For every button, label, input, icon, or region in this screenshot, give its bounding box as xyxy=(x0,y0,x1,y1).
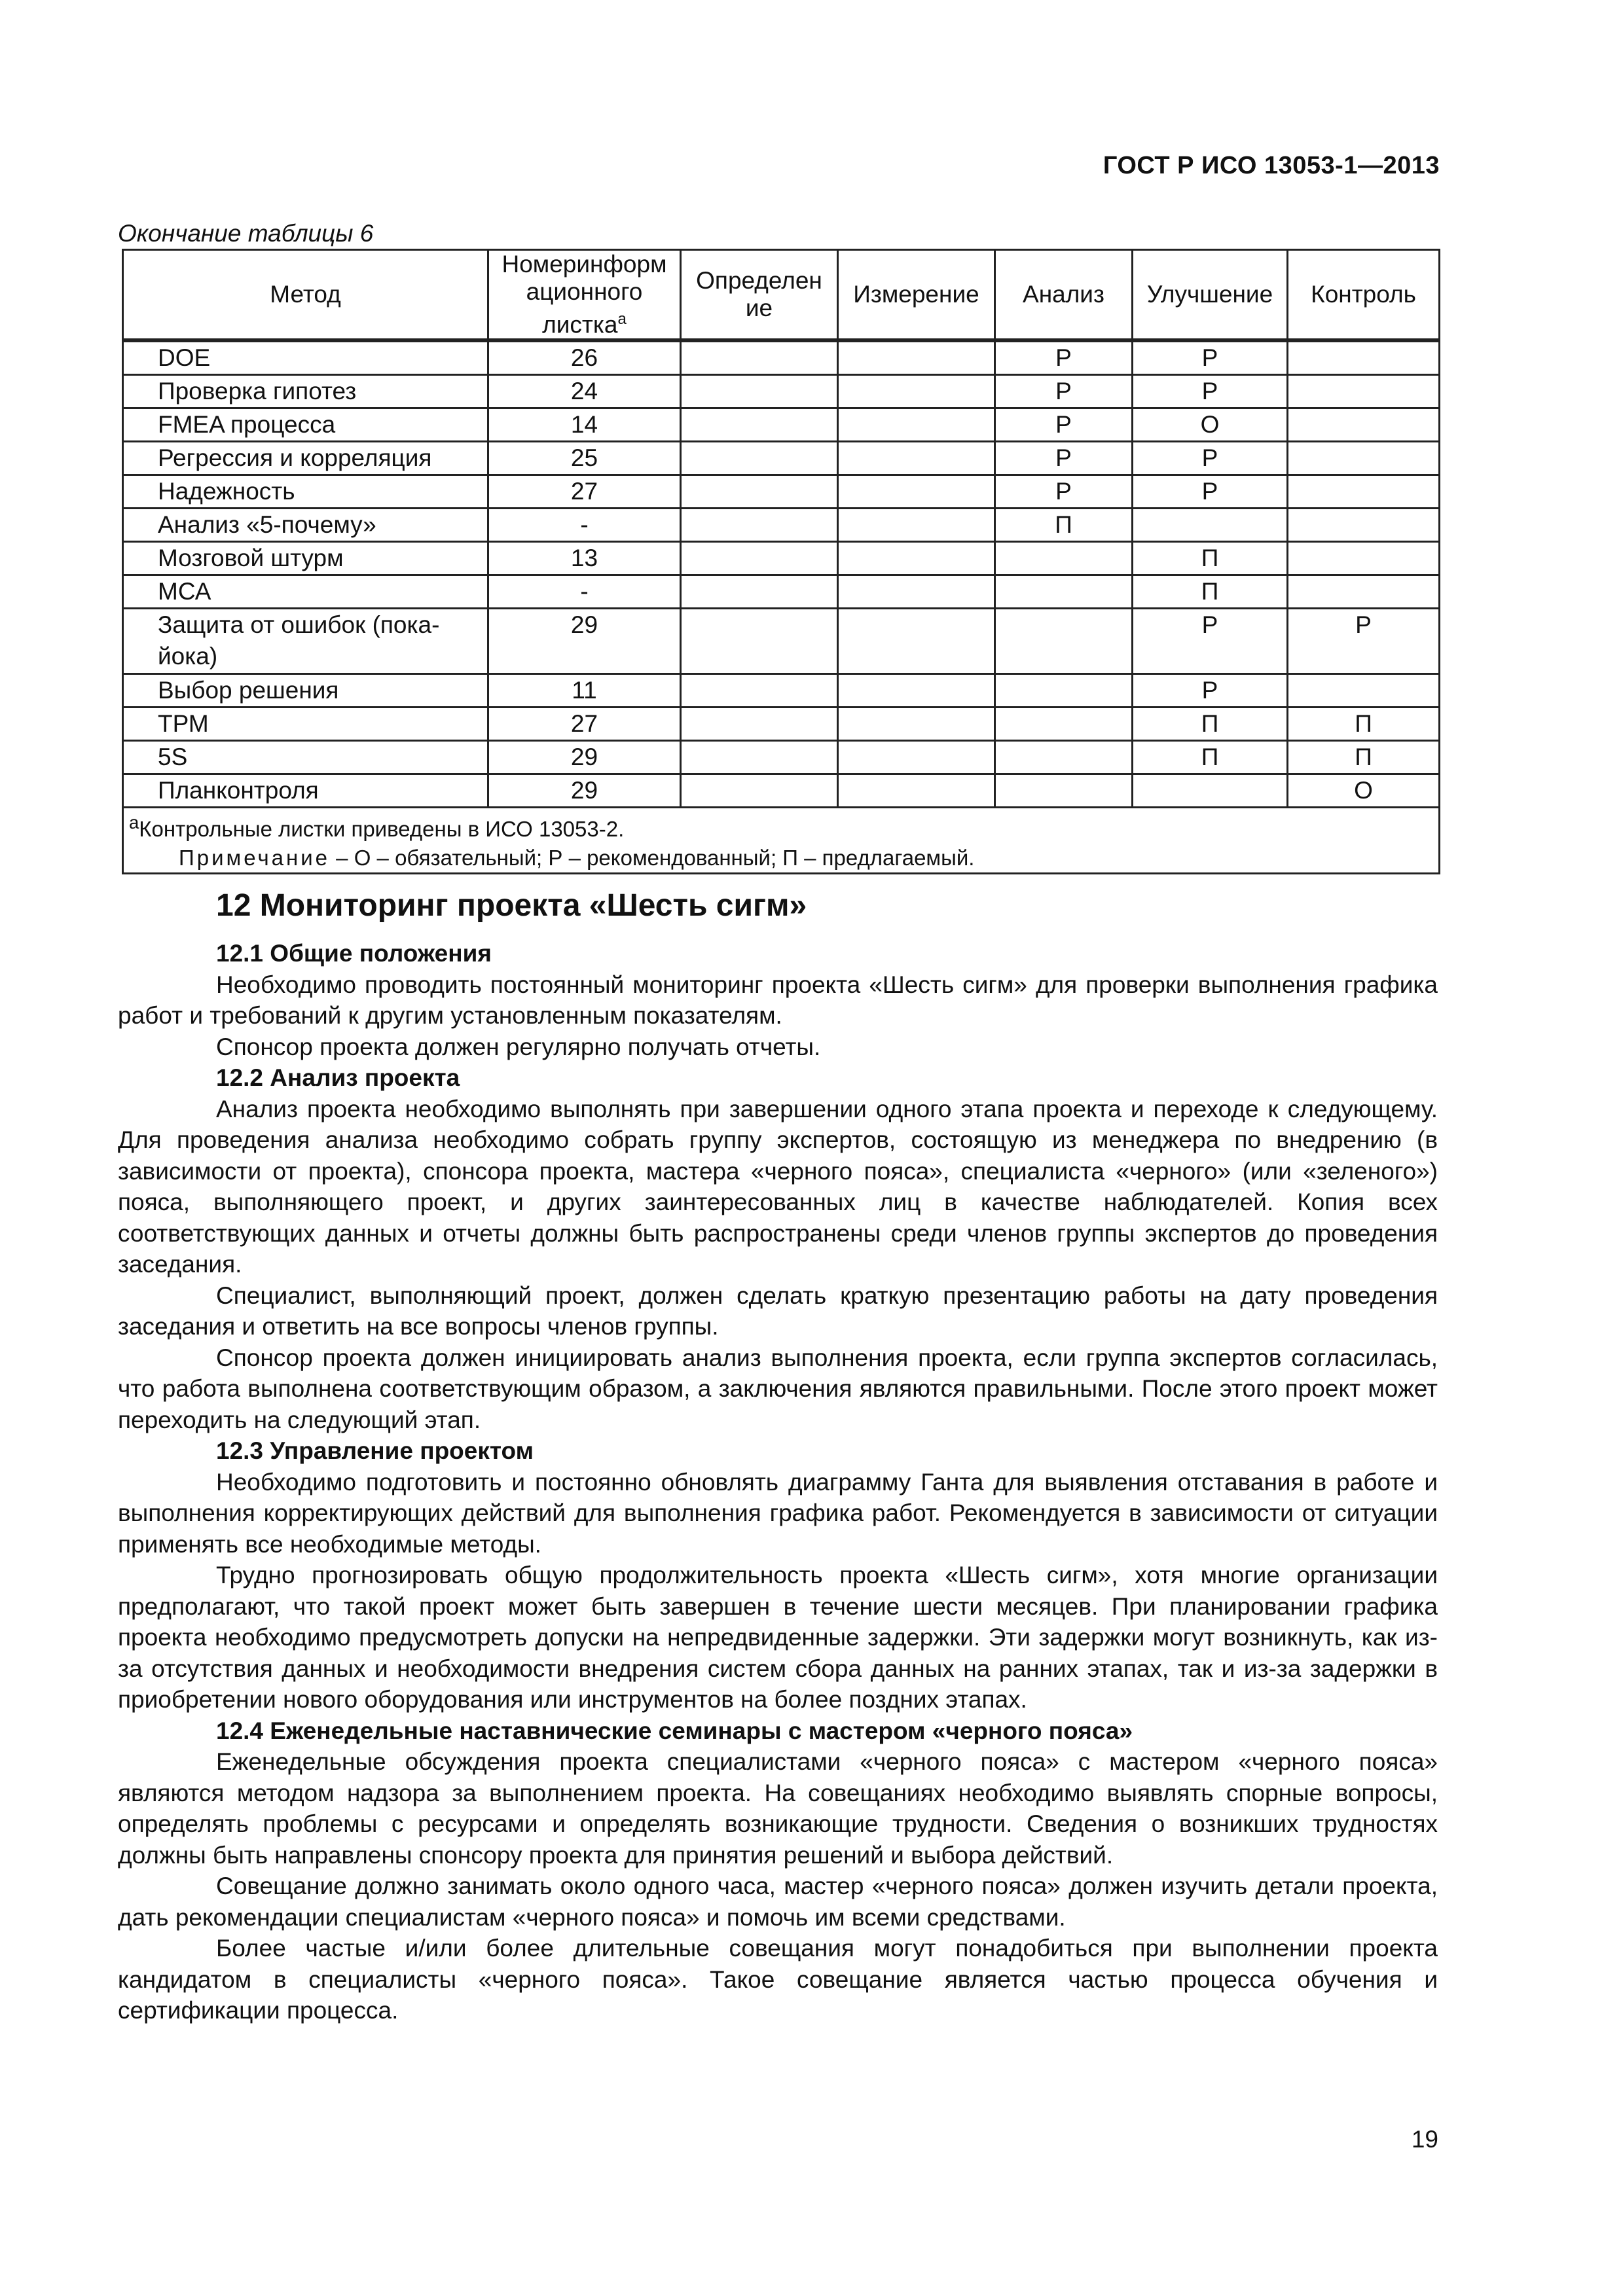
cell-analyze: Р xyxy=(995,340,1133,375)
cell-number: - xyxy=(488,575,681,609)
cell-improve: Р xyxy=(1133,442,1288,475)
cell-number: 25 xyxy=(488,442,681,475)
cell-improve: Р xyxy=(1133,475,1288,509)
subsection-title-12-3: 12.3 Управление проектом xyxy=(216,1437,534,1464)
cell-number: - xyxy=(488,509,681,542)
table-row xyxy=(123,375,1440,408)
cell-improve: Р xyxy=(1133,674,1288,708)
cell-method: МСА xyxy=(123,575,488,609)
table-row xyxy=(123,741,1440,774)
cell-improve: Р xyxy=(1133,609,1288,674)
table-row xyxy=(123,609,1440,674)
cell-method: FMEA процесса xyxy=(123,408,488,442)
cell-control: О xyxy=(1288,774,1440,808)
table-row xyxy=(123,475,1440,509)
cell-define xyxy=(681,408,838,442)
cell-control xyxy=(1288,575,1440,609)
table-footnote-row xyxy=(123,808,1440,874)
cell-define xyxy=(681,774,838,808)
paragraph: Спонсор проекта должен регулярно получать отчеты. xyxy=(216,1033,821,1060)
cell-analyze xyxy=(995,708,1133,741)
cell-method: Мозговой штурм xyxy=(123,542,488,575)
subsection-title-12-4: 12.4 Еженедельные наставнические семинары с мастером «черного пояса» xyxy=(216,1717,1133,1744)
cell-number: 26 xyxy=(488,340,681,375)
cell-measure xyxy=(838,340,995,375)
cell-control xyxy=(1288,674,1440,708)
paragraph: Более частые и/или более длительные совещания могут понадобиться при выполнении проекта кандидатом в специалисты «черного пояса». Такое совещание является частью процесса обучения и сертификации процесса. xyxy=(118,1935,1438,2024)
paragraph: Спонсор проекта должен инициировать анализ выполнения проекта, если группа экспертов согласилась, что работа выполнена соответствующим образом, а заключения являются правильными. После этого проект может переходить на следующий этап. xyxy=(118,1344,1438,1433)
cell-measure xyxy=(838,609,995,674)
cell-control xyxy=(1288,475,1440,509)
cell-analyze: Р xyxy=(995,442,1133,475)
cell-method: Регрессия и корреляция xyxy=(123,442,488,475)
cell-analyze xyxy=(995,741,1133,774)
cell-define xyxy=(681,609,838,674)
cell-analyze: Р xyxy=(995,475,1133,509)
header-measure: Измерение xyxy=(838,250,995,341)
cell-method: Анализ «5-почему» xyxy=(123,509,488,542)
cell-measure xyxy=(838,575,995,609)
note-line: Примечание – О – обязательный; Р – рекомендованный; П – предлагаемый. xyxy=(179,846,975,870)
cell-control: Р xyxy=(1288,609,1440,674)
table-row xyxy=(123,509,1440,542)
cell-analyze: Р xyxy=(995,408,1133,442)
paragraph: Необходимо подготовить и постоянно обновлять диаграмму Ганта для выявления отставания в работе и выполнения корректирующих действий для выполнения графика работ. Рекомендуется в зависимости от ситуации применять все необходимые методы. xyxy=(118,1468,1438,1558)
header-control: Контроль xyxy=(1288,250,1440,341)
cell-improve: П xyxy=(1133,575,1288,609)
standard-header: ГОСТ Р ИСО 13053-1—2013 xyxy=(1103,152,1440,179)
header-analyze: Анализ xyxy=(995,250,1133,341)
table-caption: Окончание таблицы 6 xyxy=(118,220,374,247)
cell-analyze xyxy=(995,774,1133,808)
cell-analyze xyxy=(995,609,1133,674)
cell-define xyxy=(681,340,838,375)
table-footnote xyxy=(123,808,1440,874)
methods-table-wrapper xyxy=(122,249,1438,874)
cell-method: Надежность xyxy=(123,475,488,509)
cell-control: П xyxy=(1288,708,1440,741)
cell-measure xyxy=(838,741,995,774)
table-row xyxy=(123,575,1440,609)
cell-control xyxy=(1288,408,1440,442)
cell-number: 11 xyxy=(488,674,681,708)
cell-improve: П xyxy=(1133,708,1288,741)
header-method: Метод xyxy=(123,250,488,341)
cell-define xyxy=(681,475,838,509)
cell-define xyxy=(681,442,838,475)
cell-number: 13 xyxy=(488,542,681,575)
footnote-line: $^a$Контрольные листки приведены в ИСО 13053-2. xyxy=(129,812,625,842)
cell-control xyxy=(1288,542,1440,575)
cell-define xyxy=(681,741,838,774)
paragraph: Анализ проекта необходимо выполнять при завершении одного этапа проекта и переходе к следующему. Для проведения анализа необходимо собрать группу экспертов, состоящую из менеджера по внедрению (в зависимости от проекта), спонсора проекта, мастера «черного пояса», специалиста «черного» (или «зеленого») пояса, выполняющего проект, и других заинтересованных лиц в качестве наблюдателей. Копия всех соответствующих данных и отчеты должны быть распространены среди членов группы экспертов до проведения заседания. xyxy=(118,1095,1438,1278)
paragraph: Необходимо проводить постоянный мониторинг проекта «Шесть сигм» для проверки выполнения графика работ и требований к другим установленным показателям. xyxy=(118,971,1438,1029)
paragraph: Специалист, выполняющий проект, должен сделать краткую презентацию работы на дату проведения заседания и ответить на все вопросы членов группы. xyxy=(118,1282,1438,1340)
section-content xyxy=(118,887,1438,2026)
cell-improve: П xyxy=(1133,542,1288,575)
cell-improve xyxy=(1133,509,1288,542)
table-row xyxy=(123,674,1440,708)
cell-improve: О xyxy=(1133,408,1288,442)
table-row xyxy=(123,340,1440,375)
cell-analyze: Р xyxy=(995,375,1133,408)
subsection-title-12-1: 12.1 Общие положения xyxy=(216,940,492,967)
paragraph: Еженедельные обсуждения проекта специалистами «черного пояса» с мастером «черного пояса» являются методом надзора за выполнением проекта. На совещаниях необходимо выявлять спорные вопросы, определять проблемы с ресурсами и определять возникающие трудности. Сведения о возникших трудностях должны быть направлены спонсору проекта для принятия решений и выбора действий. xyxy=(118,1748,1438,1869)
cell-number: 24 xyxy=(488,375,681,408)
subsection-title-12-2: 12.2 Анализ проекта xyxy=(216,1064,460,1091)
table-row xyxy=(123,542,1440,575)
cell-measure xyxy=(838,708,995,741)
cell-number: 27 xyxy=(488,475,681,509)
cell-control xyxy=(1288,340,1440,375)
paragraph: Трудно прогнозировать общую продолжительность проекта «Шесть сигм», хотя многие организации предполагают, что такой проект может быть завершен в течение шести месяцев. При планировании графика проекта необходимо предусмотреть допуски на непредвиденные задержки. Эти задержки могут возникнуть, как из-за отсутствия данных и необходимости внедрения систем сбора данных на ранних этапах, так и из-за задержки в приобретении нового оборудования или инструментов на более поздних этапах. xyxy=(118,1562,1438,1713)
table-header-row xyxy=(123,250,1440,341)
cell-number: 14 xyxy=(488,408,681,442)
cell-measure xyxy=(838,442,995,475)
header-checklist-number: Номеринформ ационного листка$^a$ xyxy=(488,250,681,341)
section-title: 12 Мониторинг проекта «Шесть сигм» xyxy=(216,888,807,923)
paragraph: Совещание должно занимать около одного часа, мастер «черного пояса» должен изучить детали проекта, дать рекомендации специалистам «черного пояса» и помочь им всеми средствами. xyxy=(118,1873,1438,1931)
cell-improve xyxy=(1133,774,1288,808)
cell-method: Проверка гипотез xyxy=(123,375,488,408)
cell-measure xyxy=(838,509,995,542)
cell-method: Выбор решения xyxy=(123,674,488,708)
header-improve: Улучшение xyxy=(1133,250,1288,341)
table-row xyxy=(123,708,1440,741)
table-row xyxy=(123,774,1440,808)
cell-measure xyxy=(838,475,995,509)
cell-define xyxy=(681,542,838,575)
cell-number: 29 xyxy=(488,741,681,774)
cell-analyze: П xyxy=(995,509,1133,542)
cell-improve: Р xyxy=(1133,375,1288,408)
cell-measure xyxy=(838,674,995,708)
header-define: Определен ие xyxy=(681,250,838,341)
cell-analyze xyxy=(995,575,1133,609)
cell-measure xyxy=(838,408,995,442)
cell-analyze xyxy=(995,542,1133,575)
cell-measure xyxy=(838,774,995,808)
cell-method: DOE xyxy=(123,340,488,375)
table-row xyxy=(123,442,1440,475)
cell-number: 29 xyxy=(488,609,681,674)
cell-define xyxy=(681,674,838,708)
cell-control xyxy=(1288,509,1440,542)
cell-number: 27 xyxy=(488,708,681,741)
cell-define xyxy=(681,509,838,542)
cell-method: ТРМ xyxy=(123,708,488,741)
cell-measure xyxy=(838,542,995,575)
cell-method: 5S xyxy=(123,741,488,774)
cell-control xyxy=(1288,442,1440,475)
cell-define xyxy=(681,575,838,609)
cell-define xyxy=(681,375,838,408)
cell-method: Планконтроля xyxy=(123,774,488,808)
table-row xyxy=(123,408,1440,442)
cell-improve: П xyxy=(1133,741,1288,774)
cell-improve: Р xyxy=(1133,340,1288,375)
cell-define xyxy=(681,708,838,741)
cell-measure xyxy=(838,375,995,408)
page-number: 19 xyxy=(1411,2126,1438,2153)
cell-analyze xyxy=(995,674,1133,708)
cell-control xyxy=(1288,375,1440,408)
methods-table xyxy=(122,249,1440,874)
cell-method: Защита от ошибок (пока- йока) xyxy=(123,609,488,674)
cell-control: П xyxy=(1288,741,1440,774)
cell-number: 29 xyxy=(488,774,681,808)
